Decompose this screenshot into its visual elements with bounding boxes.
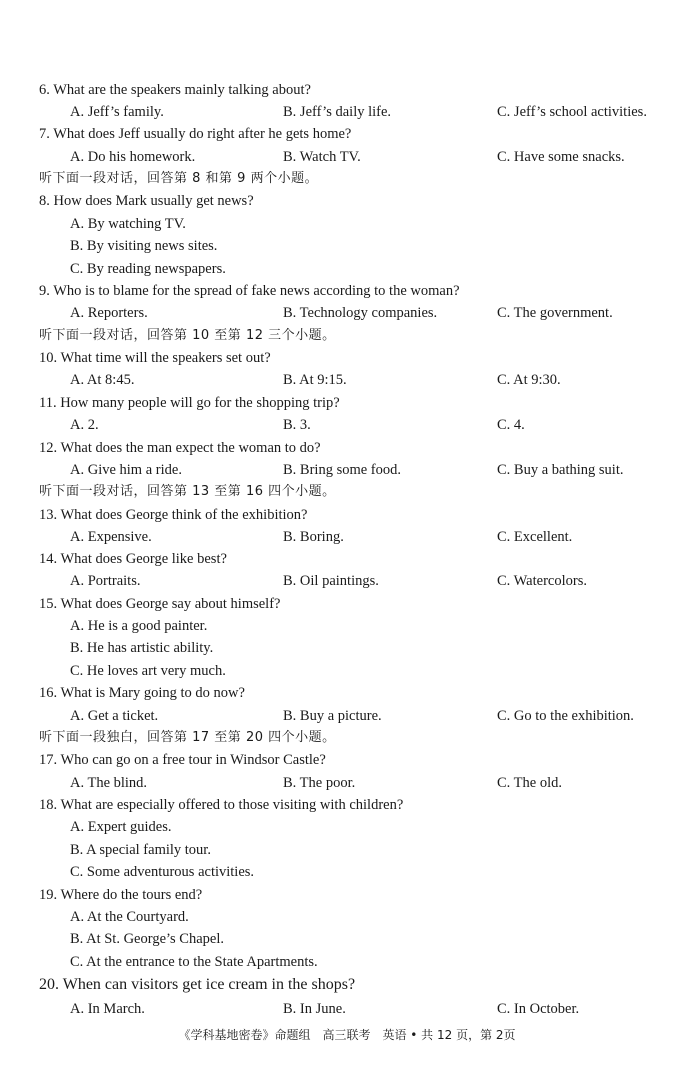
answer-option: C. He loves art very much. (70, 663, 226, 679)
option-row (0, 146, 694, 168)
question-text: 18. What are especially offered to those visiting with children? (39, 797, 404, 813)
question-line (0, 682, 694, 704)
answer-option: B. In June. (283, 1001, 346, 1017)
question-text: 17. Who can go on a free tour in Windsor Castle? (39, 752, 326, 768)
page-footer: 《学科基地密卷》命题组 高三联考 英语 • 共 12 页，第 2页 (178, 1028, 516, 1042)
answer-option: B. At 9:15. (283, 372, 347, 388)
question-text: 6. What are the speakers mainly talking about? (39, 82, 311, 98)
option-row (0, 570, 694, 592)
option-row (0, 526, 694, 548)
answer-option: C. Jeff’s school activities. (497, 104, 647, 120)
option-row (0, 459, 694, 481)
question-text: 13. What does George think of the exhibition? (39, 507, 308, 523)
option-row (0, 258, 694, 280)
answer-option: B. A special family tour. (70, 842, 211, 858)
question-text: 8. How does Mark usually get news? (39, 193, 254, 209)
option-row (0, 928, 694, 950)
question-line (0, 749, 694, 771)
question-line (0, 347, 694, 369)
answer-option: A. By watching TV. (70, 216, 186, 232)
question-line (0, 593, 694, 615)
answer-option: C. In October. (497, 1001, 580, 1017)
answer-option: C. The old. (497, 775, 562, 791)
answer-option: A. Do his homework. (70, 149, 196, 165)
answer-option: C. Go to the exhibition. (497, 708, 634, 724)
question-line (0, 974, 694, 996)
section-instruction (0, 481, 694, 503)
answer-option: C. Watercolors. (497, 573, 587, 589)
option-row (0, 998, 694, 1020)
answer-option: C. At 9:30. (497, 372, 561, 388)
answer-option: C. Excellent. (497, 529, 573, 545)
question-text: 14. What does George like best? (39, 551, 227, 567)
answer-option: B. Jeff’s daily life. (283, 104, 392, 120)
answer-option: C. Buy a bathing suit. (497, 462, 624, 478)
answer-option: A. Get a ticket. (70, 708, 159, 724)
instruction-text: 听下面一段对话，回答第 8 和第 9 两个小题。 (39, 171, 319, 186)
option-row (0, 772, 694, 794)
question-line (0, 794, 694, 816)
answer-option: A. Expensive. (70, 529, 152, 545)
answer-option: A. Expert guides. (70, 819, 172, 835)
question-line (0, 437, 694, 459)
question-text: 9. Who is to blame for the spread of fake news according to the woman? (39, 283, 460, 299)
question-line (0, 79, 694, 101)
option-row (0, 615, 694, 637)
answer-option: B. Watch TV. (283, 149, 361, 165)
option-row (0, 302, 694, 324)
option-row (0, 660, 694, 682)
instruction-text: 听下面一段对话，回答第 10 至第 12 三个小题。 (39, 328, 336, 343)
answer-option: A. At 8:45. (70, 372, 135, 388)
question-line (0, 884, 694, 906)
question-text: 10. What time will the speakers set out? (39, 350, 271, 366)
answer-option: A. Give him a ride. (70, 462, 182, 478)
option-row (0, 414, 694, 436)
option-row (0, 101, 694, 123)
question-line (0, 504, 694, 526)
answer-option: A. At the Courtyard. (70, 909, 189, 925)
answer-option: B. At St. George’s Chapel. (70, 931, 224, 947)
answer-option: B. Bring some food. (283, 462, 402, 478)
answer-option: C. At the entrance to the State Apartments. (70, 954, 318, 970)
option-row (0, 816, 694, 838)
answer-option: C. 4. (497, 417, 525, 433)
answer-option: B. The poor. (283, 775, 356, 791)
answer-option: A. Portraits. (70, 573, 141, 589)
question-line (0, 280, 694, 302)
option-row (0, 637, 694, 659)
answer-option: A. The blind. (70, 775, 148, 791)
instruction-text: 听下面一段独白，回答第 17 至第 20 四个小题。 (39, 730, 336, 745)
answer-option: A. He is a good painter. (70, 618, 208, 634)
option-row (0, 906, 694, 928)
option-row (0, 839, 694, 861)
question-text: 12. What does the man expect the woman to do? (39, 440, 321, 456)
answer-option: B. Oil paintings. (283, 573, 379, 589)
answer-option: C. The government. (497, 305, 613, 321)
question-line (0, 190, 694, 212)
question-text: 15. What does George say about himself? (39, 596, 281, 612)
answer-option: B. By visiting news sites. (70, 238, 218, 254)
answer-option: A. 2. (70, 417, 99, 433)
question-text: 11. How many people will go for the shopping trip? (39, 395, 340, 411)
answer-option: B. Boring. (283, 529, 344, 545)
question-text: 16. What is Mary going to do now? (39, 685, 245, 701)
answer-option: C. Some adventurous activities. (70, 864, 255, 880)
option-row (0, 705, 694, 727)
option-row (0, 951, 694, 973)
question-text: 20. When can visitors get ice cream in the shops? (39, 976, 356, 993)
answer-option: A. In March. (70, 1001, 145, 1017)
section-instruction (0, 727, 694, 749)
answer-option: B. 3. (283, 417, 311, 433)
question-line (0, 548, 694, 570)
option-row (0, 213, 694, 235)
answer-option: B. He has artistic ability. (70, 640, 214, 656)
question-line (0, 123, 694, 145)
section-instruction (0, 168, 694, 190)
question-text: 7. What does Jeff usually do right after he gets home? (39, 126, 352, 142)
answer-option: B. Technology companies. (283, 305, 438, 321)
answer-option: C. Have some snacks. (497, 149, 625, 165)
answer-option: C. By reading newspapers. (70, 261, 226, 277)
answer-option: B. Buy a picture. (283, 708, 382, 724)
instruction-text: 听下面一段对话，回答第 13 至第 16 四个小题。 (39, 484, 336, 499)
answer-option: A. Reporters. (70, 305, 148, 321)
question-text: 19. Where do the tours end? (39, 887, 203, 903)
option-row (0, 861, 694, 883)
question-line (0, 392, 694, 414)
option-row (0, 235, 694, 257)
answer-option: A. Jeff’s family. (70, 104, 164, 120)
option-row (0, 369, 694, 391)
section-instruction (0, 325, 694, 347)
